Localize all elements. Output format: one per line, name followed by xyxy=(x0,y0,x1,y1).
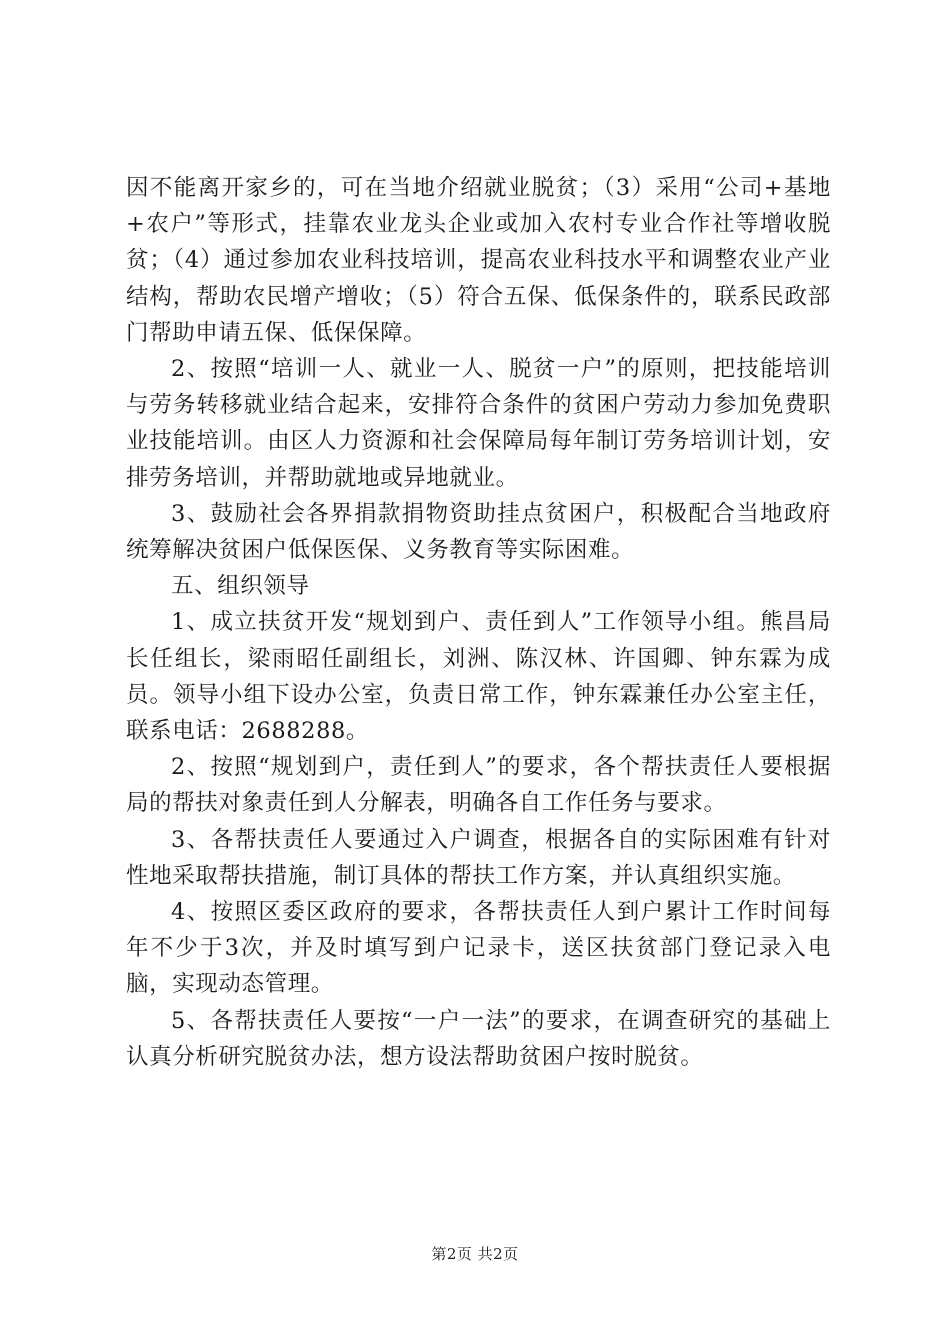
paragraph-responsibility: 2、按照“规划到户，责任到人”的要求，各个帮扶责任人要根据局的帮扶对象责任到人分解表，明确各自工作任务与要求。 xyxy=(126,754,831,817)
paragraph-social-donations: 3、鼓励社会各界捐款捐物资助挂点贫困户，积极配合当地政府统筹解决贫困户低保医保、义务教育等实际困难。 xyxy=(126,500,831,564)
paragraph-training-employment: 2、按照“培训一人、就业一人、脱贫一户”的原则，把技能培训与劳务转移就业结合起来，安排符合条件的贫困户劳动力参加免费职业技能培训。由区人力资源和社会保障局每年制订劳务培训计划，安排劳务培训，并帮助就地或异地就业。 xyxy=(126,356,831,491)
page-footer: 第2页 共2页 xyxy=(431,1245,519,1263)
paragraph-work-time: 4、按照区委区政府的要求，各帮扶责任人到户累计工作时间每年不少于3次，并及时填写到户记录卡，送区扶贫部门登记录入电脑，实现动态管理。 xyxy=(126,899,831,998)
paragraph-one-household-one-method: 5、各帮扶责任人要按“一户一法”的要求，在调查研究的基础上认真分析研究脱贫办法，想方设法帮助贫困户按时脱贫。 xyxy=(126,1007,831,1070)
paragraph-household-survey: 3、各帮扶责任人要通过入户调查，根据各自的实际困难有针对性地采取帮扶措施，制订具体的帮扶工作方案，并认真组织实施。 xyxy=(126,826,831,889)
paragraph-continuation: 因不能离开家乡的，可在当地介绍就业脱贫；（3）采用“公司+基地+农户”等形式，挂靠农业龙头企业或加入农村专业合作社等增收脱贫；（4）通过参加农业科技培训，提高农业科技水平和调整农业产业结构，帮助农民增产增收；（5）符合五保、低保条件的，联系民政部门帮助申请五保、低保保障。 xyxy=(126,175,831,346)
document-body xyxy=(126,170,831,1075)
section-heading-organization: 五、组织领导 xyxy=(171,573,310,600)
paragraph-leading-group: 1、成立扶贫开发“规划到户、责任到人”工作领导小组。熊昌局长任组长，梁雨昭任副组长，刘洲、陈汉林、许国卿、钟东霖为成员。领导小组下设办公室，负责日常工作，钟东霖兼任办公室主任，联系电话：2688288。 xyxy=(126,609,831,745)
